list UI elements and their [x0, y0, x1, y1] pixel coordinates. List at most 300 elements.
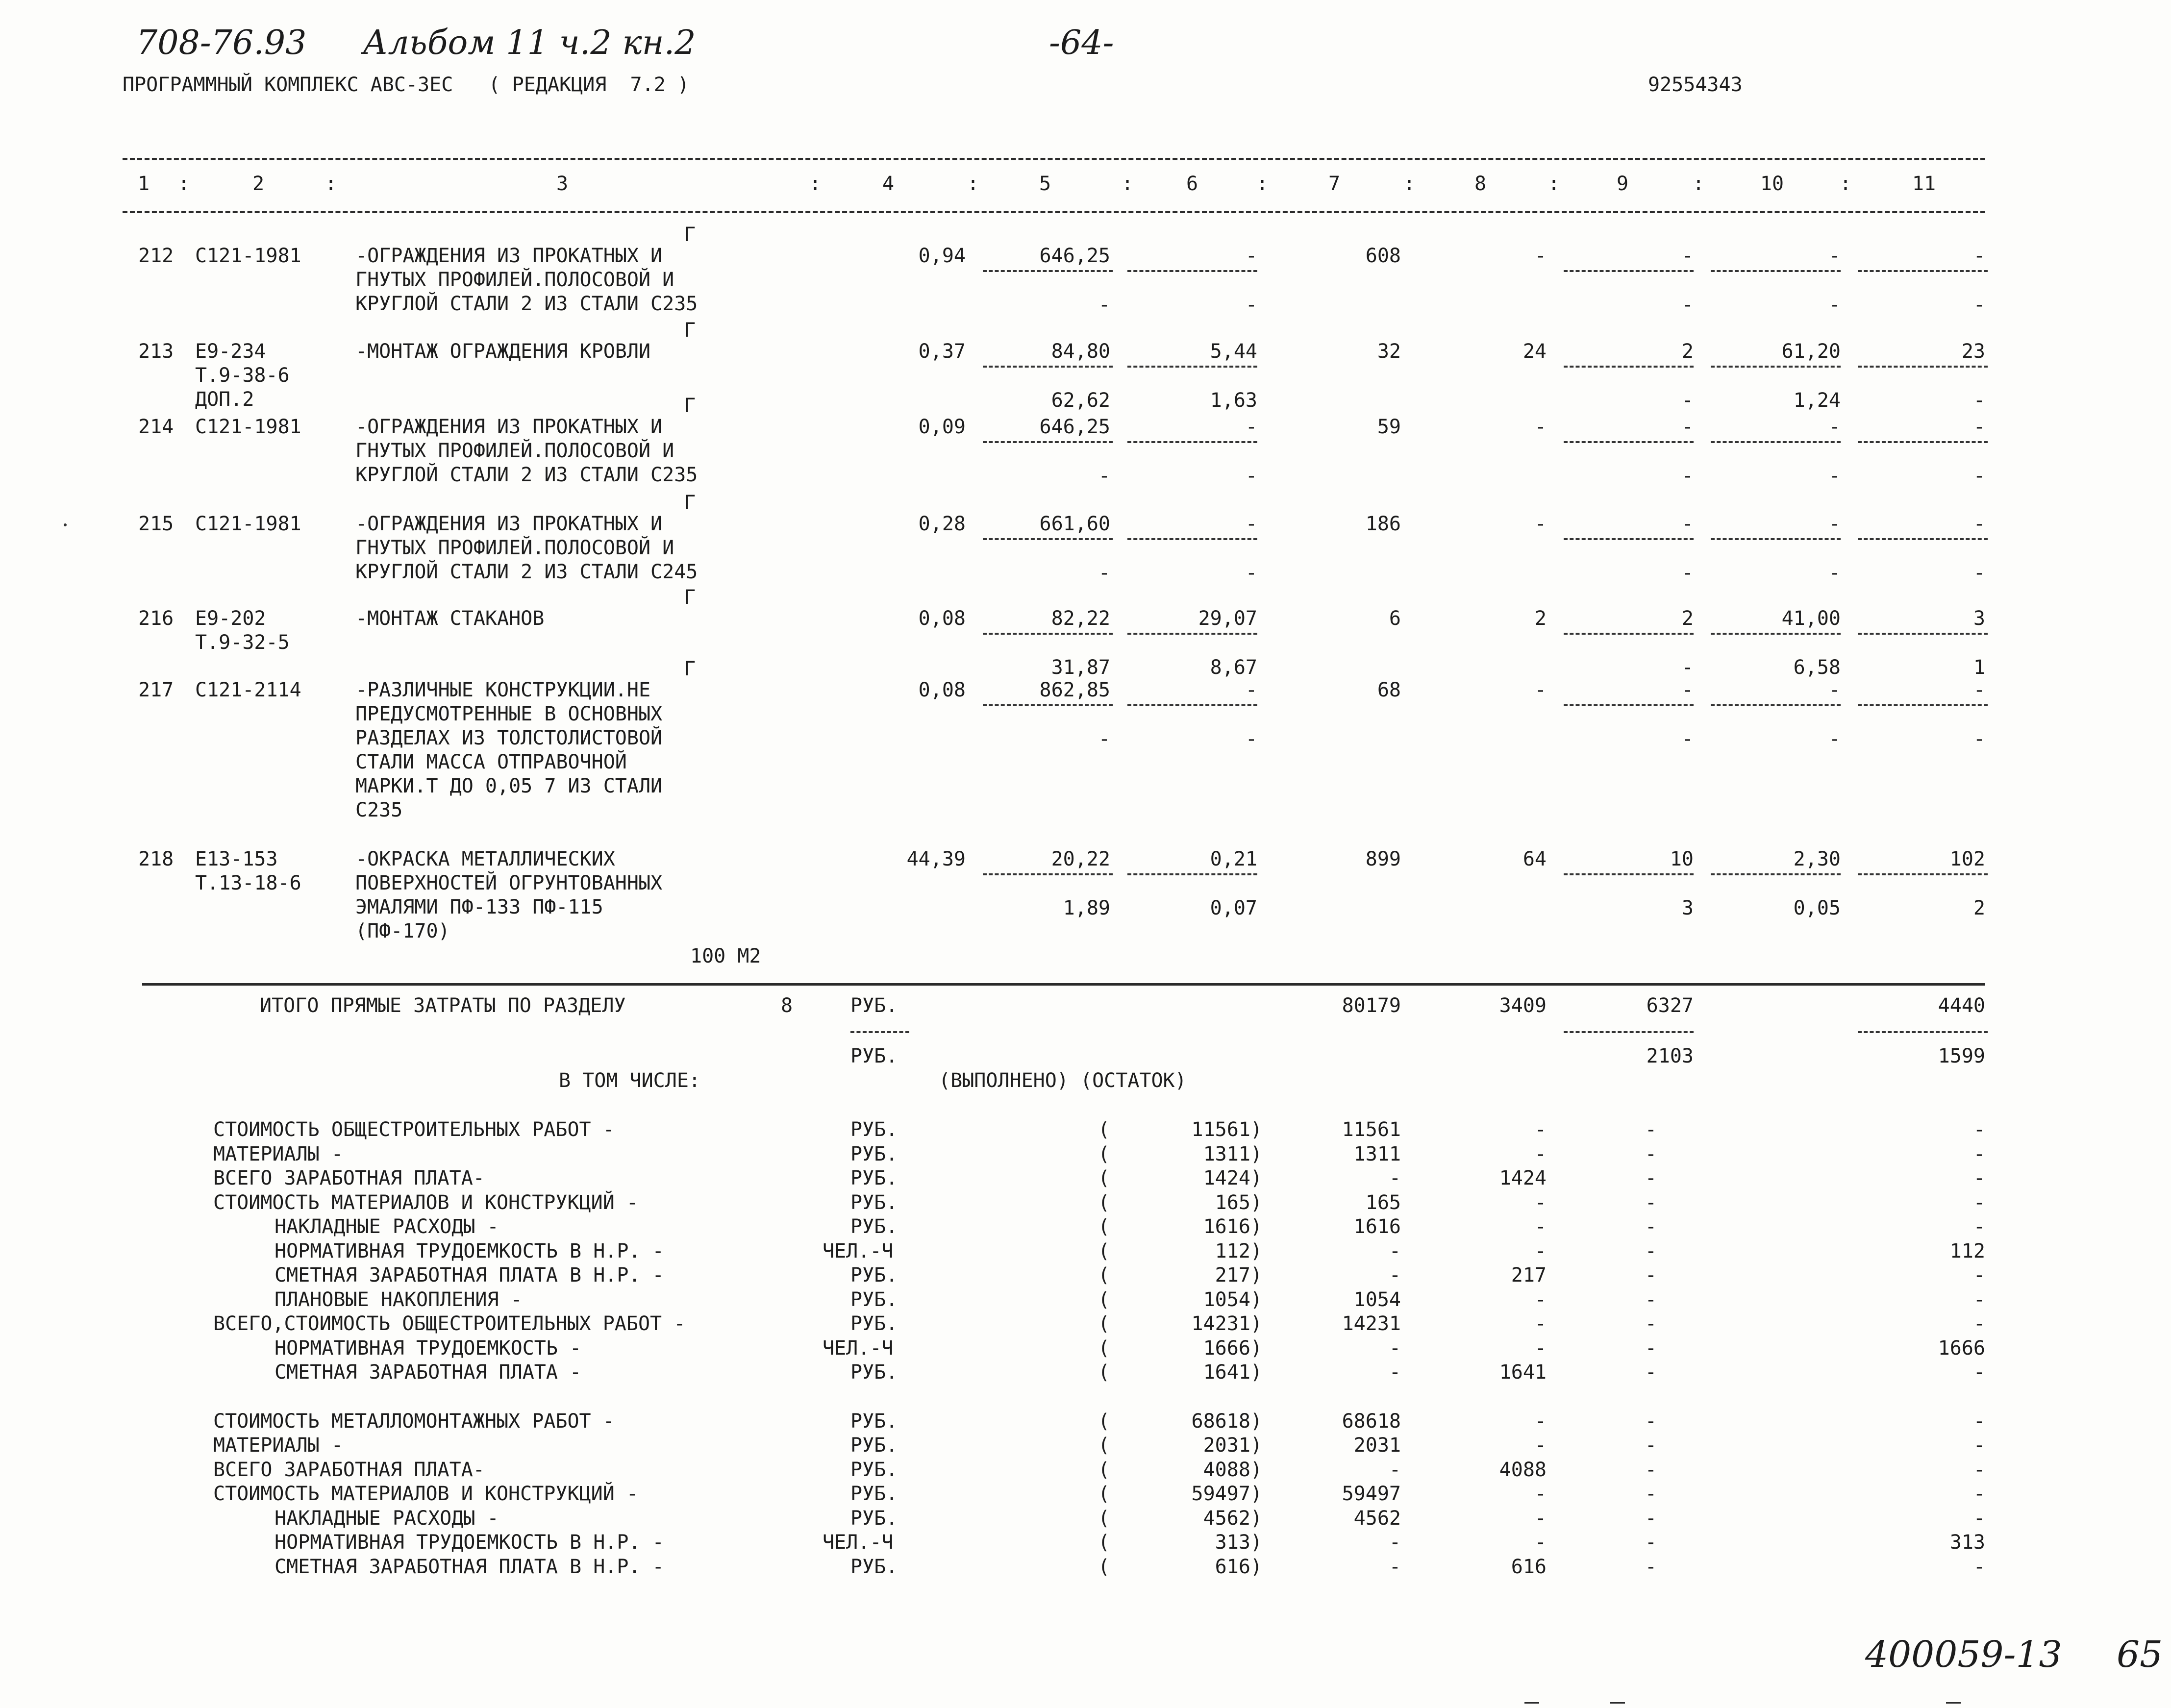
quantity: 0,09 — [918, 416, 966, 438]
total-machine-cost: - — [1645, 1483, 1657, 1505]
unit: РУБ. — [850, 1312, 898, 1335]
total-cost: - — [1389, 1361, 1401, 1384]
total-wages: - — [1534, 1142, 1547, 1165]
program-line: ПРОГРАММНЫЙ КОМПЛЕКС АВС-3ЕС ( РЕДАКЦИЯ 7.2 ) — [123, 74, 689, 96]
work-description: КРУГЛОЙ СТАЛИ 2 ИЗ СТАЛИ С235 — [355, 464, 698, 486]
open-paren: ( — [1098, 1458, 1110, 1481]
norm-code: С121-1981 — [195, 416, 301, 438]
sub-rule — [1858, 270, 1988, 272]
total-machine-cost: 6327 — [1646, 994, 1694, 1017]
section-end-rule — [142, 983, 1985, 986]
album-title: Альбом 11 ч.2 кн.2 — [363, 24, 696, 62]
sub-rule — [1711, 704, 1841, 706]
labour-per-unit: 41,00 — [1781, 607, 1841, 630]
open-paren: ( — [1098, 1167, 1110, 1189]
unit-operator-wage: - — [1245, 294, 1257, 316]
total-machine-cost: - — [1645, 1142, 1657, 1165]
unit: РУБ. — [850, 1555, 898, 1578]
total-wages: - — [1534, 1337, 1547, 1360]
unit-cost: 862,85 — [1039, 679, 1110, 701]
total-wages: - — [1534, 1312, 1547, 1335]
machine-labour-total: 1599 — [1938, 1045, 1985, 1067]
unit: ЧЕЛ.-Ч — [823, 1337, 894, 1360]
total-machine-cost: 10 — [1670, 848, 1694, 870]
total-cost: - — [1389, 1337, 1401, 1360]
sub-rule — [1858, 873, 1988, 875]
sub-rule — [1711, 633, 1841, 635]
unit-of-measure: Г — [684, 586, 696, 609]
sub-rule — [1564, 633, 1694, 635]
edge-mark — [1610, 1702, 1625, 1704]
column-separator: : — [177, 173, 190, 195]
table-top-rule — [123, 158, 1985, 160]
stamp-number: 400059-13 — [1865, 1634, 2062, 1676]
labour-total: - — [1973, 1507, 1985, 1530]
unit: РУБ. — [850, 1483, 898, 1505]
total-wages: 1424 — [1499, 1167, 1547, 1189]
total-machine-cost: - — [1681, 513, 1694, 535]
summary-label: НАКЛАДНЫЕ РАСХОДЫ - — [274, 1507, 499, 1530]
summary-label: СМЕТНАЯ ЗАРАБОТНАЯ ПЛАТА - — [274, 1361, 582, 1384]
norm-code: Е9-202 — [195, 607, 266, 630]
operator-wages: - — [1681, 562, 1694, 584]
summary-label: СМЕТНАЯ ЗАРАБОТНАЯ ПЛАТА В Н.Р. - — [274, 1555, 664, 1578]
quantity: 44,39 — [906, 848, 966, 870]
open-paren: ( — [1098, 1531, 1110, 1554]
total-wages: 1641 — [1499, 1361, 1547, 1384]
total-cost: 6 — [1389, 607, 1401, 630]
total-cost: - — [1389, 1167, 1401, 1189]
total-wages: - — [1534, 1191, 1547, 1214]
column-separator: : — [967, 173, 979, 195]
norm-code: Т.9-32-5 — [195, 631, 290, 654]
unit-operator-wage: 0,07 — [1210, 897, 1257, 919]
column-separator: : — [1121, 173, 1134, 195]
done-amount: 59497) — [1191, 1483, 1262, 1505]
total-machine-cost: - — [1645, 1215, 1657, 1238]
sub-rule — [1711, 441, 1841, 443]
column-separator: : — [1547, 173, 1560, 195]
album-code: 708-76.93 — [136, 24, 307, 62]
norm-code: Т.9-38-6 — [195, 364, 290, 387]
open-paren: ( — [1098, 1337, 1110, 1360]
unit-wage: - — [1098, 562, 1110, 584]
norm-code: С121-1981 — [195, 245, 301, 267]
open-paren: ( — [1098, 1142, 1110, 1165]
total-machine-cost: - — [1645, 1239, 1657, 1262]
total-wages: 2 — [1534, 607, 1547, 630]
done-amount: 112) — [1215, 1239, 1262, 1262]
operator-wages: - — [1681, 389, 1694, 412]
total-cost: 11561 — [1342, 1118, 1401, 1141]
unit: РУБ. — [850, 1045, 898, 1067]
total-machine-cost: - — [1645, 1288, 1657, 1311]
total-machine-cost: - — [1645, 1434, 1657, 1457]
total-wages: 4088 — [1499, 1458, 1547, 1481]
column-header-4: 4 — [882, 173, 895, 195]
done-amount: 1641) — [1203, 1361, 1262, 1384]
unit: РУБ. — [850, 994, 898, 1017]
unit-cost: 20,22 — [1051, 848, 1110, 870]
unit-wage: 1,89 — [1063, 897, 1110, 919]
total-machine-cost: - — [1681, 679, 1694, 701]
unit-operator-wage: - — [1245, 465, 1257, 487]
work-description: КРУГЛОЙ СТАЛИ 2 ИЗ СТАЛИ С235 — [355, 293, 698, 315]
total-machine-cost: - — [1645, 1167, 1657, 1189]
total-cost: 4562 — [1353, 1507, 1401, 1530]
quantity: 0,08 — [918, 607, 966, 630]
unit-of-measure: Г — [684, 395, 696, 417]
sub-rule — [1858, 441, 1988, 443]
labour-per-unit: 61,20 — [1781, 340, 1841, 363]
work-description: (ПФ-170) — [355, 920, 450, 942]
machine-labour-total: - — [1973, 728, 1985, 750]
total-wages: - — [1534, 1531, 1547, 1554]
open-paren: ( — [1098, 1555, 1110, 1578]
work-description: СТАЛИ МАССА ОТПРАВОЧНОЙ — [355, 751, 627, 773]
sub-rule — [983, 633, 1113, 635]
done-remaining-label: (ВЫПОЛНЕНО) (ОСТАТОК) — [939, 1069, 1187, 1092]
work-description: ПОВЕРХНОСТЕЙ ОГРУНТОВАННЫХ — [355, 872, 663, 894]
operator-wages: 2103 — [1646, 1045, 1694, 1067]
sub-rule — [1711, 873, 1841, 875]
total-wages: - — [1534, 1118, 1547, 1141]
summary-label: ПЛАНОВЫЕ НАКОПЛЕНИЯ - — [274, 1288, 523, 1311]
total-cost: 1054 — [1353, 1288, 1401, 1311]
machine-labour-per-unit: - — [1828, 465, 1841, 487]
unit-machine-cost: - — [1245, 513, 1257, 535]
total-wages: - — [1534, 513, 1547, 535]
total-cost: 899 — [1365, 848, 1401, 870]
column-header-8: 8 — [1474, 173, 1487, 195]
unit: РУБ. — [850, 1215, 898, 1238]
labour-total: - — [1973, 1434, 1985, 1457]
done-amount: 68618) — [1191, 1410, 1262, 1433]
open-paren: ( — [1098, 1434, 1110, 1457]
labour-total: - — [1973, 1555, 1985, 1578]
labour-per-unit: - — [1828, 245, 1841, 267]
work-description: РАЗДЕЛАХ ИЗ ТОЛСТОЛИСТОВОЙ — [355, 727, 663, 749]
labour-total: - — [1973, 513, 1985, 535]
total-cost: 1311 — [1353, 1142, 1401, 1165]
unit-machine-cost: 29,07 — [1198, 607, 1257, 630]
summary-label: НОРМАТИВНАЯ ТРУДОЕМКОСТЬ - — [274, 1337, 582, 1360]
unit-operator-wage: 1,63 — [1210, 389, 1257, 412]
total-machine-cost: - — [1645, 1312, 1657, 1335]
sub-rule — [850, 1031, 909, 1033]
sub-rule — [983, 270, 1113, 272]
sub-rule — [1564, 366, 1694, 368]
unit: РУБ. — [850, 1507, 898, 1530]
column-separator: : — [324, 173, 337, 195]
total-wages: - — [1534, 1410, 1547, 1433]
work-description: ГНУТЫХ ПРОФИЛЕЙ.ПОЛОСОВОЙ И — [355, 440, 674, 462]
sub-rule — [983, 366, 1113, 368]
unit-operator-wage: 8,67 — [1210, 656, 1257, 679]
sub-rule — [1858, 1031, 1988, 1033]
unit-machine-cost: 5,44 — [1210, 340, 1257, 363]
summary-label: ВСЕГО ЗАРАБОТНАЯ ПЛАТА- — [213, 1458, 485, 1481]
position-number: 213 — [138, 340, 174, 363]
labour-total: - — [1973, 416, 1985, 438]
edge-mark — [1946, 1702, 1961, 1704]
norm-code: Е9-234 — [195, 340, 266, 363]
unit-wage: - — [1098, 465, 1110, 487]
labour-per-unit: - — [1828, 416, 1841, 438]
position-number: 215 — [138, 513, 174, 535]
done-amount: 14231) — [1191, 1312, 1262, 1335]
labour-total: - — [1973, 1191, 1985, 1214]
total-cost: 59497 — [1342, 1483, 1401, 1505]
labour-per-unit: 2,30 — [1793, 848, 1841, 870]
position-number: 218 — [138, 848, 174, 870]
total-machine-cost: - — [1645, 1410, 1657, 1433]
table-header-rule — [123, 211, 1985, 213]
sub-rule — [1127, 873, 1257, 875]
sub-rule — [1564, 704, 1694, 706]
work-description: С235 — [355, 799, 403, 821]
norm-code: ДОП.2 — [195, 388, 254, 411]
quantity: 0,08 — [918, 679, 966, 701]
unit: РУБ. — [850, 1288, 898, 1311]
total-cost: 80179 — [1342, 994, 1401, 1017]
sub-rule — [983, 441, 1113, 443]
machine-labour-total: - — [1973, 389, 1985, 412]
total-cost: - — [1389, 1264, 1401, 1287]
unit-of-measure: Г — [684, 223, 696, 246]
column-separator: : — [1256, 173, 1269, 195]
total-machine-cost: - — [1645, 1531, 1657, 1554]
unit-machine-cost: - — [1245, 245, 1257, 267]
unit-operator-wage: - — [1245, 562, 1257, 584]
norm-code: Т.13-18-6 — [195, 872, 301, 894]
unit-wage: - — [1098, 728, 1110, 750]
sub-rule — [1127, 441, 1257, 443]
open-paren: ( — [1098, 1312, 1110, 1335]
machine-labour-total: - — [1973, 294, 1985, 316]
sub-rule — [1564, 873, 1694, 875]
unit: РУБ. — [850, 1458, 898, 1481]
work-description: -МОНТАЖ ОГРАЖДЕНИЯ КРОВЛИ — [355, 340, 651, 363]
machine-labour-per-unit: - — [1828, 562, 1841, 584]
operator-wages: 3 — [1681, 897, 1694, 919]
total-wages: 616 — [1511, 1555, 1547, 1578]
unit: РУБ. — [850, 1434, 898, 1457]
sub-rule — [1127, 538, 1257, 540]
work-description: ГНУТЫХ ПРОФИЛЕЙ.ПОЛОСОВОЙ И — [355, 537, 674, 559]
unit-of-measure: Г — [684, 492, 696, 514]
sub-rule — [1127, 704, 1257, 706]
unit-of-measure: Г — [684, 319, 696, 342]
total-wages: - — [1534, 245, 1547, 267]
unit-machine-cost: - — [1245, 679, 1257, 701]
total-machine-cost: - — [1645, 1507, 1657, 1530]
open-paren: ( — [1098, 1483, 1110, 1505]
open-paren: ( — [1098, 1507, 1110, 1530]
column-header-2: 2 — [252, 173, 265, 195]
open-paren: ( — [1098, 1239, 1110, 1262]
machine-labour-total: - — [1973, 465, 1985, 487]
norm-code: С121-2114 — [195, 679, 301, 701]
total-machine-cost: - — [1681, 245, 1694, 267]
unit-operator-wage: - — [1245, 728, 1257, 750]
unit-cost: 646,25 — [1039, 245, 1110, 267]
labour-total: - — [1973, 1215, 1985, 1238]
unit: РУБ. — [850, 1264, 898, 1287]
done-amount: 1616) — [1203, 1215, 1262, 1238]
done-amount: 1666) — [1203, 1337, 1262, 1360]
total-wages: - — [1534, 1434, 1547, 1457]
total-cost: - — [1389, 1239, 1401, 1262]
labour-total: - — [1973, 679, 1985, 701]
position-number: 212 — [138, 245, 174, 267]
summary-label: ВСЕГО,СТОИМОСТЬ ОБЩЕСТРОИТЕЛЬНЫХ РАБОТ - — [213, 1312, 686, 1335]
sub-rule — [1858, 704, 1988, 706]
total-wages: 3409 — [1499, 994, 1547, 1017]
total-cost: 186 — [1365, 513, 1401, 535]
total-wages: 24 — [1522, 340, 1547, 363]
labour-total: 3 — [1973, 607, 1985, 630]
total-cost: 14231 — [1342, 1312, 1401, 1335]
total-wages: - — [1534, 1288, 1547, 1311]
total-cost: 68 — [1377, 679, 1401, 701]
position-number: 216 — [138, 607, 174, 630]
quantity: 0,94 — [918, 245, 966, 267]
unit: РУБ. — [850, 1167, 898, 1189]
unit-machine-cost: 0,21 — [1210, 848, 1257, 870]
labour-total: 1666 — [1938, 1337, 1985, 1360]
total-cost: - — [1389, 1531, 1401, 1554]
sub-rule — [983, 538, 1113, 540]
column-separator: : — [1403, 173, 1416, 195]
done-amount: 4088) — [1203, 1458, 1262, 1481]
column-separator: : — [809, 173, 822, 195]
labour-total: 4440 — [1938, 994, 1985, 1017]
done-amount: 165) — [1215, 1191, 1262, 1214]
total-machine-cost: - — [1645, 1361, 1657, 1384]
unit-wage: 62,62 — [1051, 389, 1110, 412]
unit: ЧЕЛ.-Ч — [823, 1239, 894, 1262]
done-amount: 1054) — [1203, 1288, 1262, 1311]
work-description: -ОКРАСКА МЕТАЛЛИЧЕСКИХ — [355, 848, 615, 870]
total-cost: 1616 — [1353, 1215, 1401, 1238]
total-cost: - — [1389, 1555, 1401, 1578]
work-description: -ОГРАЖДЕНИЯ ИЗ ПРОКАТНЫХ И — [355, 416, 663, 438]
total-wages: 64 — [1522, 848, 1547, 870]
sub-rule — [1858, 538, 1988, 540]
summary-label: СТОИМОСТЬ МАТЕРИАЛОВ И КОНСТРУКЦИЙ - — [213, 1483, 638, 1505]
labour-total: - — [1973, 1118, 1985, 1141]
labour-total: - — [1973, 1483, 1985, 1505]
done-amount: 2031) — [1203, 1434, 1262, 1457]
machine-labour-per-unit: 0,05 — [1793, 897, 1841, 919]
work-description: -ОГРАЖДЕНИЯ ИЗ ПРОКАТНЫХ И — [355, 513, 663, 535]
including-label: В ТОМ ЧИСЛЕ: — [559, 1069, 700, 1092]
total-machine-cost: - — [1681, 416, 1694, 438]
sheet-number: 65 — [2117, 1634, 2163, 1676]
summary-label: СТОИМОСТЬ МЕТАЛЛОМОНТАЖНЫХ РАБОТ - — [213, 1410, 615, 1433]
sub-rule — [983, 704, 1113, 706]
total-cost: 68618 — [1342, 1410, 1401, 1433]
column-header-10: 10 — [1760, 173, 1784, 195]
done-amount: 4562) — [1203, 1507, 1262, 1530]
sub-rule — [1127, 270, 1257, 272]
unit-of-measure: 100 М2 — [690, 945, 761, 967]
unit-of-measure: Г — [684, 658, 696, 680]
summary-label: СТОИМОСТЬ МАТЕРИАЛОВ И КОНСТРУКЦИЙ - — [213, 1191, 638, 1214]
total-machine-cost: - — [1645, 1337, 1657, 1360]
labour-total: 112 — [1949, 1239, 1985, 1262]
machine-labour-per-unit: 1,24 — [1793, 389, 1841, 412]
edge-mark — [1524, 1702, 1539, 1704]
work-description: -МОНТАЖ СТАКАНОВ — [355, 607, 545, 630]
sub-rule — [1711, 538, 1841, 540]
sub-rule — [1711, 270, 1841, 272]
total-machine-cost: 2 — [1681, 340, 1694, 363]
done-amount: 1424) — [1203, 1167, 1262, 1189]
labour-per-unit: - — [1828, 513, 1841, 535]
work-description: ЭМАЛЯМИ ПФ-133 ПФ-115 — [355, 896, 603, 918]
summary-label: МАТЕРИАЛЫ - — [213, 1434, 343, 1457]
machine-labour-per-unit: 6,58 — [1793, 656, 1841, 679]
machine-labour-total: - — [1973, 562, 1985, 584]
column-header-7: 7 — [1328, 173, 1341, 195]
total-machine-cost: 2 — [1681, 607, 1694, 630]
unit: РУБ. — [850, 1410, 898, 1433]
done-amount: 313) — [1215, 1531, 1262, 1554]
total-machine-cost: - — [1645, 1191, 1657, 1214]
total-machine-cost: - — [1645, 1555, 1657, 1578]
total-cost: 2031 — [1353, 1434, 1401, 1457]
sub-rule — [1127, 366, 1257, 368]
position-number: 214 — [138, 416, 174, 438]
operator-wages: - — [1681, 728, 1694, 750]
total-wages: 217 — [1511, 1264, 1547, 1287]
total-wages: - — [1534, 1215, 1547, 1238]
labour-total: 313 — [1949, 1531, 1985, 1554]
position-number: 217 — [138, 679, 174, 701]
column-separator: : — [1839, 173, 1852, 195]
quantity: 0,37 — [918, 340, 966, 363]
labour-total: - — [1973, 1142, 1985, 1165]
labour-total: - — [1973, 1264, 1985, 1287]
open-paren: ( — [1098, 1118, 1110, 1141]
summary-label: СМЕТНАЯ ЗАРАБОТНАЯ ПЛАТА В Н.Р. - — [274, 1264, 664, 1287]
work-description: ПРЕДУСМОТРЕННЫЕ В ОСНОВНЫХ — [355, 703, 663, 725]
unit-cost: 84,80 — [1051, 340, 1110, 363]
total-cost: 165 — [1365, 1191, 1401, 1214]
summary-label: НОРМАТИВНАЯ ТРУДОЕМКОСТЬ В Н.Р. - — [274, 1239, 664, 1262]
sub-rule — [1564, 1031, 1694, 1033]
sub-rule — [1564, 270, 1694, 272]
total-machine-cost: - — [1645, 1264, 1657, 1287]
total-wages: - — [1534, 679, 1547, 701]
total-cost: 32 — [1377, 340, 1401, 363]
norm-code: С121-1981 — [195, 513, 301, 535]
column-header-1: 1 — [137, 173, 150, 195]
total-machine-cost: - — [1645, 1458, 1657, 1481]
column-header-3: 3 — [556, 173, 569, 195]
quantity: 0,28 — [918, 513, 966, 535]
open-paren: ( — [1098, 1264, 1110, 1287]
sub-rule — [1858, 366, 1988, 368]
unit-cost: 82,22 — [1051, 607, 1110, 630]
operator-wages: - — [1681, 294, 1694, 316]
unit: ЧЕЛ.-Ч — [823, 1531, 894, 1554]
summary-label: НАКЛАДНЫЕ РАСХОДЫ - — [274, 1215, 499, 1238]
total-wages: - — [1534, 1483, 1547, 1505]
unit: РУБ. — [850, 1191, 898, 1214]
